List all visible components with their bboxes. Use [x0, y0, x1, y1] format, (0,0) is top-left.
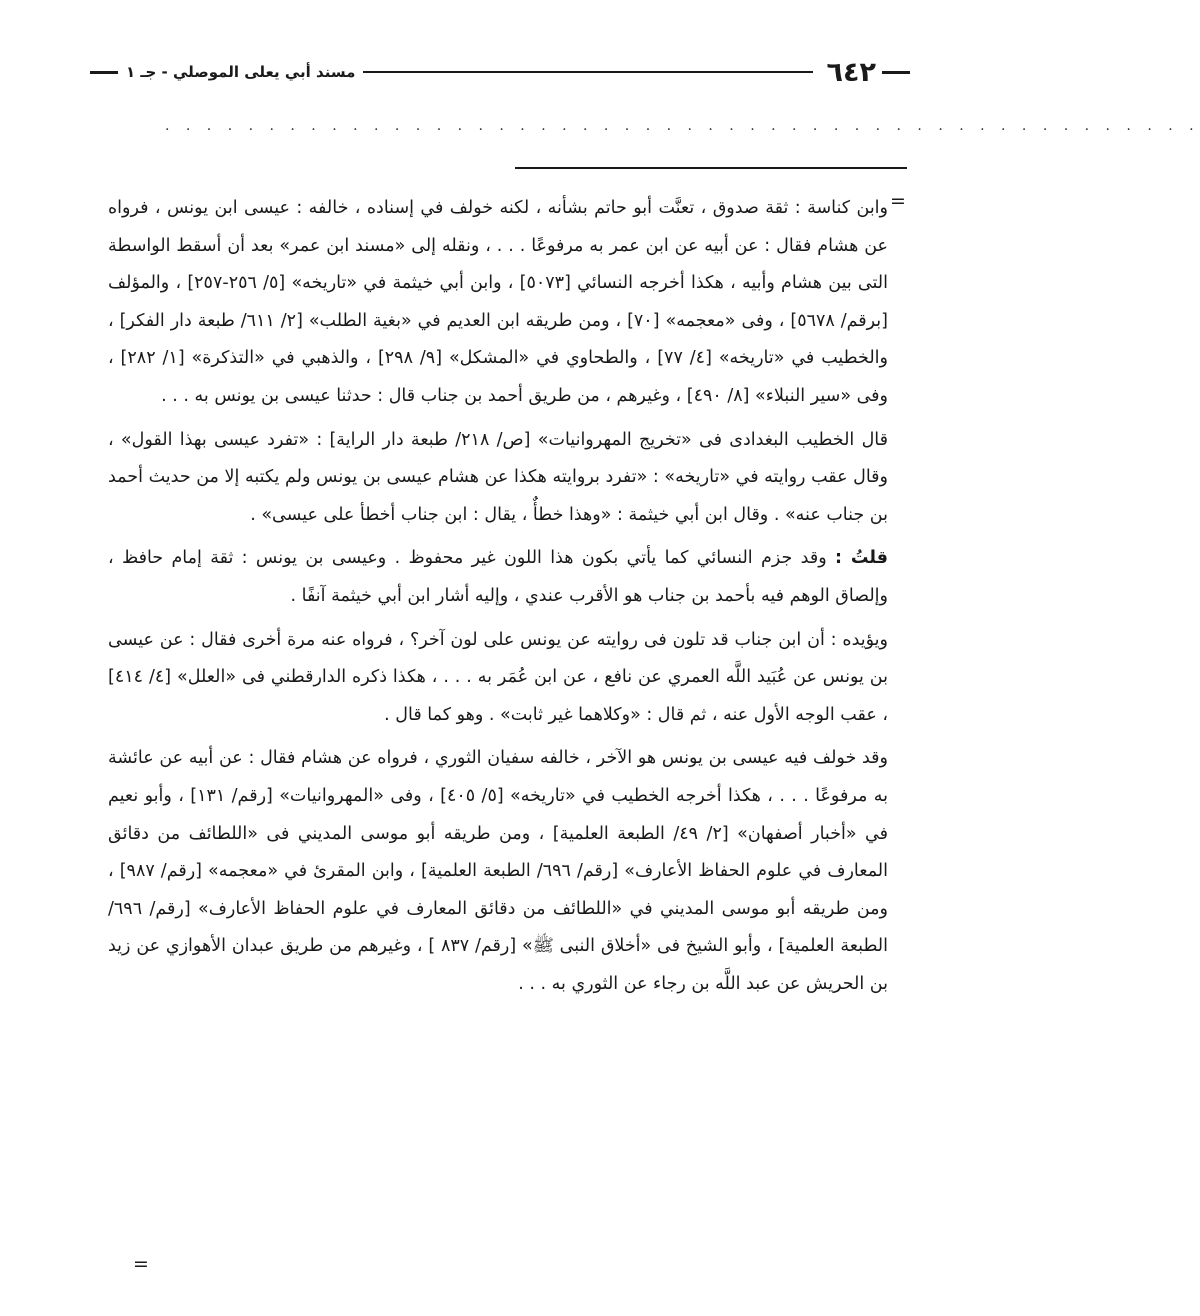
qultu-lead: قلتُ : [835, 548, 889, 569]
paragraph-text: قال الخطيب البغدادى فى «تخريج المهروانيات» [ص/ ٢١٨/ طبعة دار الراية] : «تفرد عيسى بهذا القول» ، وقال عقب روايته في «تاريخه» : «تفرد بروايته هكذا عن هشام عيسى بن يونس ولم يكتبه إلا من حديث أحمد بن جناب عنه» . وقال ابن أبي خيثمة : «وهذا خطأٌ ، يقال : ابن جناب أخطأ على عيسى» . [108, 429, 888, 525]
paragraph-text: ويؤيده : أن ابن جناب قد تلون فى روايته عن يونس على لون آخر؟ ، فرواه عنه مرة أخرى فقال : عن عيسى بن يونس عن عُبَيد اللَّه العمري عن نافع ، عن ابن عُمَر به . . . ، هكذا ذكره الدارقطني فى «العلل» [٤/ ٤١٤] ، عقب الوجه الأول عنه ، ثم قال : «وكلاهما غير ثابت» . وهو كما قال . [108, 629, 888, 725]
footnote-separator-line [515, 167, 907, 169]
page-number: ٦٤٢ [826, 56, 876, 88]
continuation-mark-bottom: = [133, 1253, 149, 1275]
page-header [90, 52, 910, 92]
paragraph-5 [108, 740, 888, 1003]
running-title: مسند أبي يعلى الموصلي - جـ ١ [126, 63, 356, 81]
dotted-separator: . . . . . . . . . . . . . . . . . . . . . . . . . . . . . . . . . . . . . . . . . . . . . . . . . . [165, 118, 1200, 134]
header-rule [363, 71, 812, 73]
paragraph-2 [108, 422, 888, 535]
footnote-body [108, 190, 888, 1003]
paragraph-text: وقد خولف فيه عيسى بن يونس هو الآخر ، خالفه سفيان الثوري ، فرواه عن هشام فقال : عن أبيه عن عائشة به مرفوعًا . . . ، هكذا أخرجه الخطيب في «تاريخه» [٥/ ٤٠٥] ، وفى «المهروانيات» [رقم/ ١٣١] ، وأبو نعيم في «أخبار أصفهان» [٢/ ٤٩/ الطبعة العلمية] ، ومن طريقه أبو موسى المديني فى «اللطائف من دقائق المعارف في علوم الحفاظ الأعارف» [رقم/ ٦٩٦/ الطبعة العلمية] ، وابن المقرئ في «معجمه» [رقم/ ٩٨٧] ، ومن طريقه أبو موسى المديني في «اللطائف من دقائق المعارف في علوم الحفاظ الأعارف» [رقم/ ٦٩٦/ الطبعة العلمية] ، وأبو الشيخ فى «أخلاق النبى ﷺ» [رقم/ ٨٣٧ ] ، وغيرهم من طريق عبدان الأهوازي عن زيد بن الحريش عن عبد اللَّه بن رجاء عن الثوري به . . . [108, 748, 889, 994]
paragraph-3 [108, 540, 888, 615]
paragraph-text: وقد جزم النسائي كما يأتي بكون هذا اللون غير محفوظ . وعيسى بن يونس : ثقة إمام حافظ ، وإلصاق الوهم فيه بأحمد بن جناب هو الأقرب عندي ، وإليه أشار ابن أبي خيثمة آنفًا . [108, 548, 888, 606]
header-dash [90, 71, 118, 74]
paragraph-1 [108, 190, 888, 416]
paragraph-4 [108, 622, 888, 735]
continuation-mark-top: = [890, 190, 906, 212]
paragraph-text: وابن كناسة : ثقة صدوق ، تعنَّت أبو حاتم بشأنه ، لكنه خولف في إسناده ، خالفه : عيسى ابن يونس ، فرواه عن هشام فقال : عن أبيه عن ابن عمر به مرفوعًا . . . ، ونقله إلى «مسند ابن عمر» بعد أن أسقط الواسطة التى بين هشام وأبيه ، هكذا أخرجه النسائي [٥٠٧٣] ، وابن أبي خيثمة في «تاريخه» [٥/ ٢٥٦-٢٥٧] ، والمؤلف [برقم/ ٥٦٧٨] ، وفى «معجمه» [٧٠] ، ومن طريقه ابن العديم في «بغية الطلب» [٢/ ٦١١/ طبعة دار الفكر] ، والخطيب في «تاريخه» [٤/ ٧٧] ، والطحاوي في «المشكل» [٩/ ٢٩٨] ، والذهبي في «التذكرة» [١/ ٢٨٢] ، وفى «سير النبلاء» [٨/ ٤٩٠] ، وغيرهم ، من طريق أحمد بن جناب قال : حدثنا عيسى بن يونس به . . . [108, 198, 889, 406]
header-dash [882, 71, 910, 74]
